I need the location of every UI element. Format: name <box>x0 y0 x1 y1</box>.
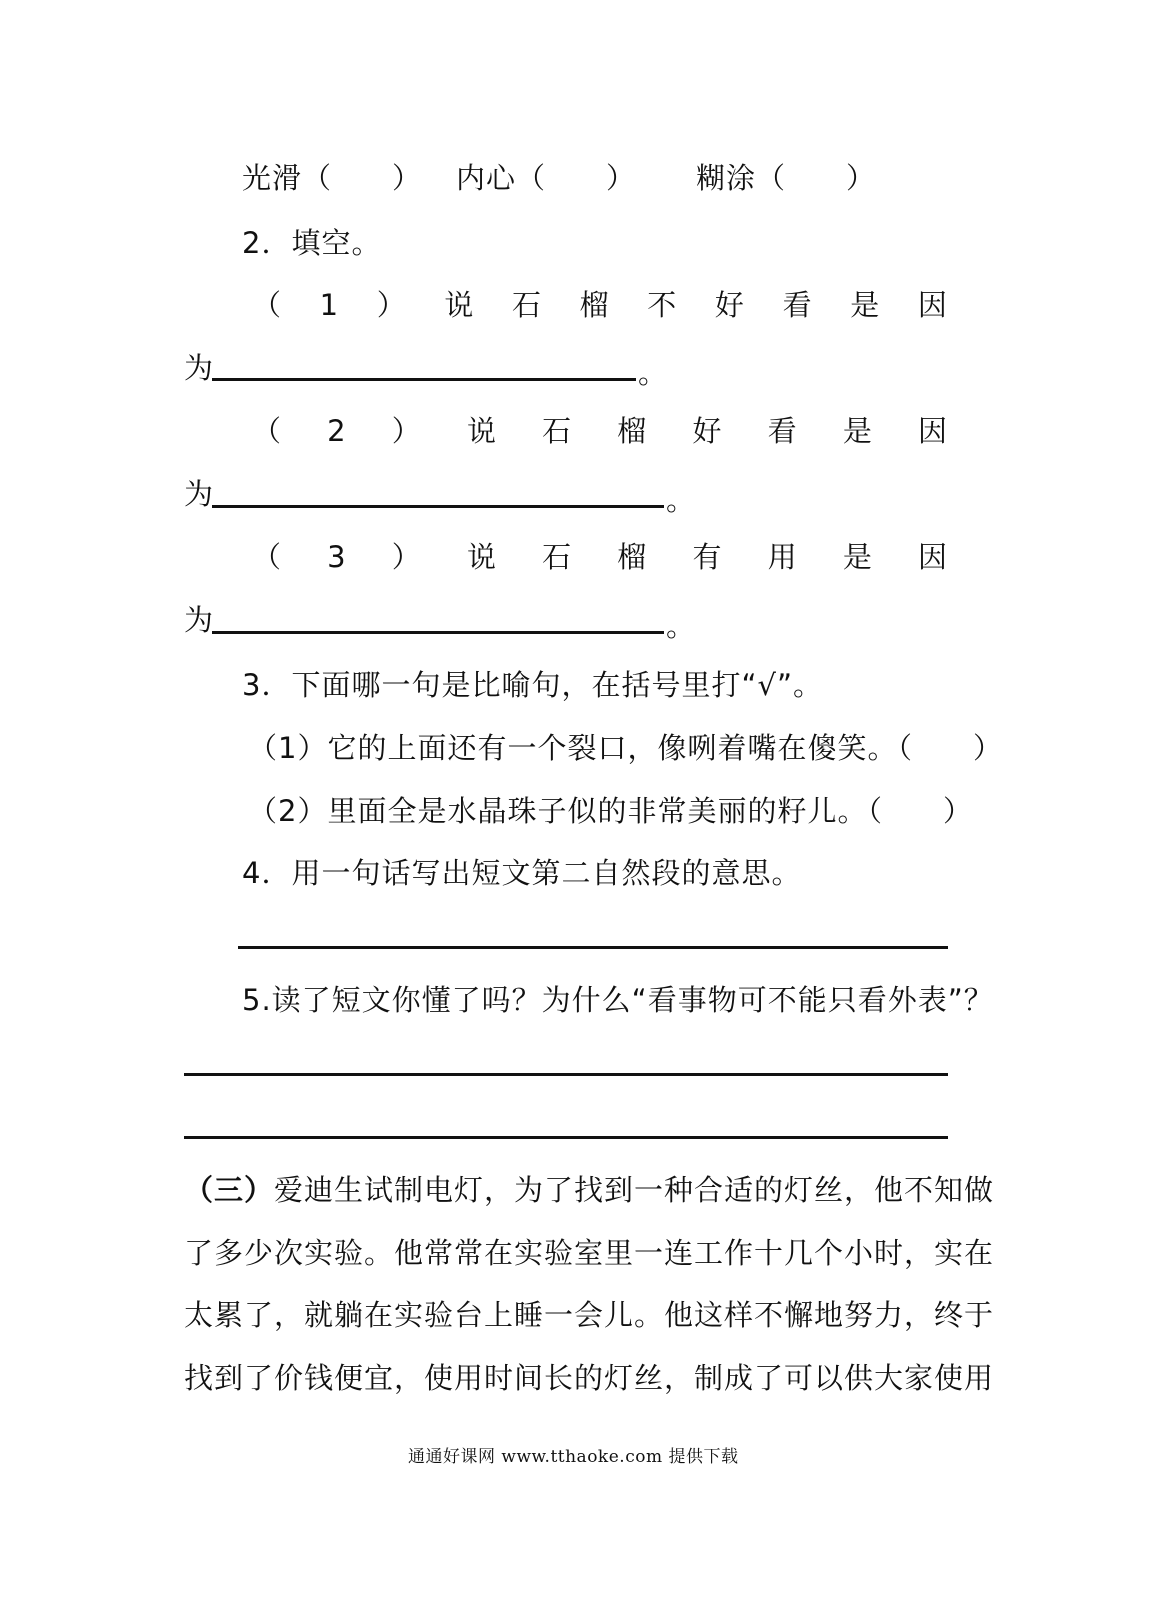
answer-line[interactable] <box>212 378 636 381</box>
question-2-item-1-lead: 为 <box>184 351 215 385</box>
vocab-item-1: 光滑（ ） <box>242 161 423 195</box>
passage-line-1: （三）爱迪生试制电灯，为了找到一种合适的灯丝，他不知做 <box>184 1173 995 1207</box>
period: 。 <box>666 483 697 517</box>
vocab-item-3: 糊涂（ ） <box>696 161 877 195</box>
question-2-item-2: （ 2 ） 说 石 榴 好 看 是 因 <box>252 414 947 448</box>
question-2-item-3: （ 3 ） 说 石 榴 有 用 是 因 <box>252 540 947 574</box>
passage-line-2: 了多少次实验。他常常在实验室里一连工作十几个小时，实在 <box>184 1236 995 1270</box>
answer-line[interactable] <box>212 631 664 634</box>
question-2-item-1: （ 1 ） 说 石 榴 不 好 看 是 因 <box>252 288 947 322</box>
question-2-item-3-lead: 为 <box>184 603 215 637</box>
passage-line-3: 太累了，就躺在实验台上睡一会儿。他这样不懈地努力，终于 <box>184 1298 995 1332</box>
question-5-title: 5.读了短文你懂了吗？为什么“看事物可不能只看外表”？ <box>242 983 994 1017</box>
answer-line[interactable] <box>184 1073 948 1076</box>
question-3-title: 3．下面哪一句是比喻句，在括号里打“√”。 <box>242 668 823 702</box>
vocab-item-2: 内心（ ） <box>456 161 637 195</box>
period: 。 <box>666 609 697 643</box>
question-3-option-2: （2）里面全是水晶珠子似的非常美丽的籽儿。（ ） <box>248 794 973 828</box>
question-2-item-2-lead: 为 <box>184 477 215 511</box>
period: 。 <box>638 356 669 390</box>
answer-blank[interactable]: （ ） <box>756 161 877 195</box>
footer-credit: 通通好课网 www.tthaoke.com 提供下载 <box>408 1447 739 1467</box>
question-3-option-1: （1）它的上面还有一个裂口，像咧着嘴在傻笑。（ ） <box>248 731 1003 765</box>
question-4-title: 4．用一句话写出短文第二自然段的意思。 <box>242 856 802 890</box>
question-2-title: 2．填空。 <box>242 226 382 260</box>
passage-line-4: 找到了价钱便宜，使用时间长的灯丝，制成了可以供大家使用 <box>184 1361 995 1395</box>
answer-blank[interactable]: （ ） <box>302 161 423 195</box>
answer-blank[interactable]: （ ） <box>516 161 637 195</box>
answer-line[interactable] <box>212 505 664 508</box>
answer-line[interactable] <box>184 1136 948 1139</box>
passage-label: （三） <box>184 1173 275 1207</box>
answer-line[interactable] <box>238 946 948 949</box>
